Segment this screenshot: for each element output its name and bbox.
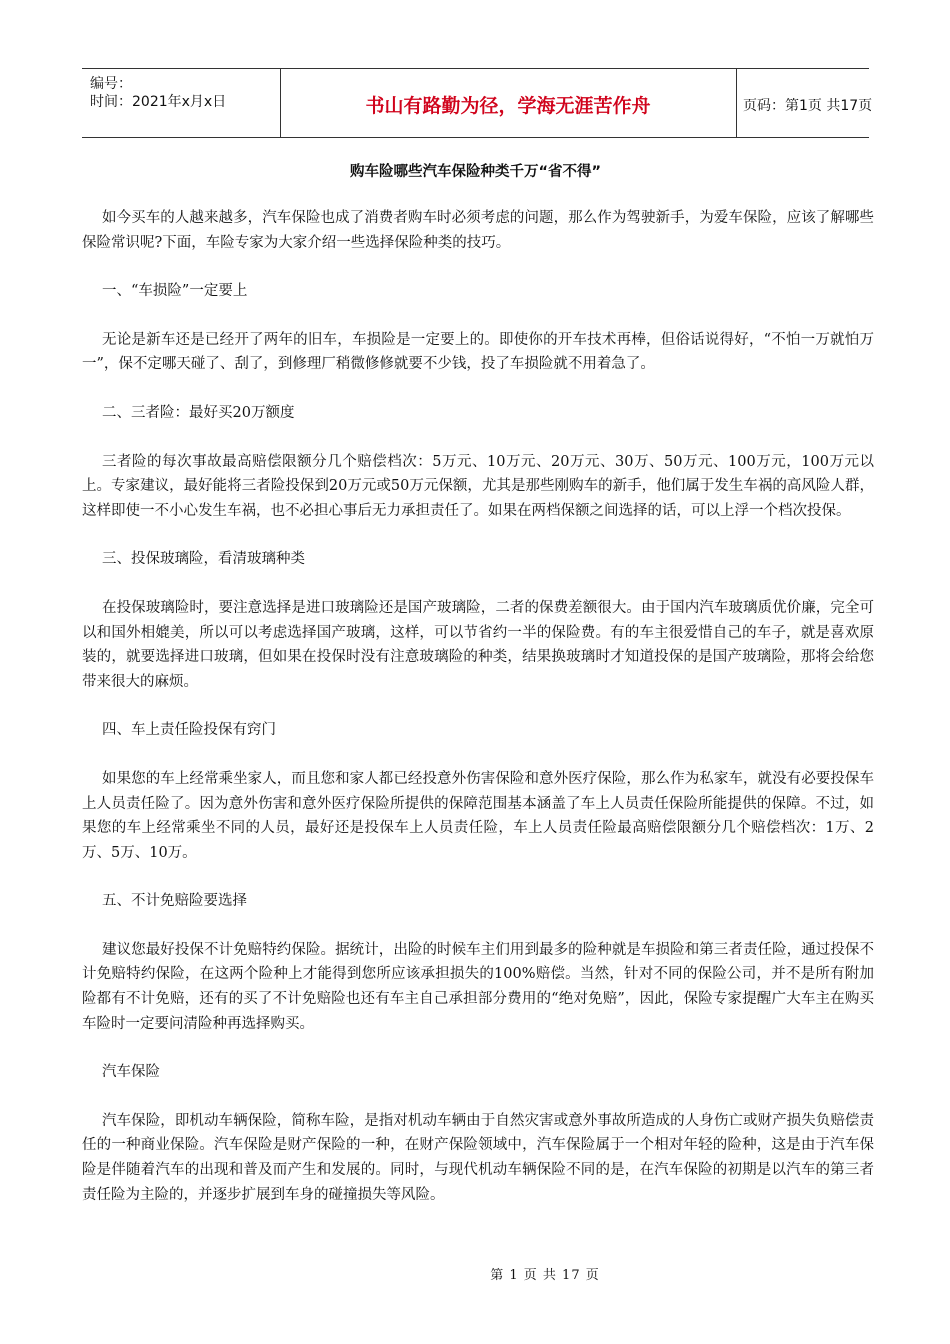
paragraph: 如果您的车上经常乘坐家人，而且您和家人都已经投意外伤害保险和意外医疗保险，那么作为私家车，就没有必要投保车上人员责任险了。因为意外伤害和意外医疗保险所提供的保障范围基本涵盖了车上人员责任保险所能提供的保障。不过，如果您的车上经常乘坐不同的人员，最好还是投保车上人员责任险，车上人员责任险最高赔偿限额分几个赔偿档次：1万、2万、5万、10万。 [82,770,874,861]
header-table [82,68,873,138]
document-title: 购车险哪些汽车保险种类千万“省不得” [349,164,602,180]
header-page-cell [737,69,873,137]
paragraph: 在投保玻璃险时，要注意选择是进口玻璃险还是国产玻璃险，二者的保费差额很大。由于国内汽车玻璃质优价廉，完全可以和国外相媲美，所以可以考虑选择国产玻璃，这样，可以节省约一半的保险费。有的车主很爱惜自己的车子，就是喜欢原装的，就要选择进口玻璃，但如果在投保时没有注意玻璃险的种类，结果换玻璃时才知道投保的是国产玻璃险，那将会给您带来很大的麻烦。 [82,599,874,690]
page-footer: 第 1 页 共 17 页 [490,1268,600,1283]
header-info-cell [82,69,281,137]
page-info: 页码：第1页 共17页 [743,98,873,114]
section-heading: 一、“车损险”一定要上 [102,283,248,300]
document-date: 时间：2021年x月x日 [90,94,227,110]
paragraph: 建议您最好投保不计免赔特约保险。据统计，出险的时候车主们用到最多的险种就是车损险和第三者责任险，通过投保不计免赔特约保险，在这两个险种上才能得到您所应该承担损失的100%赔偿。当然，针对不同的保险公司，并不是所有附加险都有不计免赔，还有的买了不计免赔险也还有车主自己承担部分费用的“绝对免赔”，因此，保险专家提醒广大车主在购买车险时一定要问清险种再选择购买。 [82,941,874,1032]
paragraph: 汽车保险，即机动车辆保险，简称车险，是指对机动车辆由于自然灾害或意外事故所造成的人身伤亡或财产损失负赔偿责任的一种商业保险。汽车保险是财产保险的一种，在财产保险领域中，汽车保险属于一个相对年轻的险种，这是由于汽车保险是伴随着汽车的出现和普及而产生和发展的。同时，与现代机动车辆保险不同的是，在汽车保险的初期是以汽车的第三者责任险为主险的，并逐步扩展到车身的碰撞损失等风险。 [82,1112,874,1203]
section-heading: 三、投保玻璃险，看清玻璃种类 [102,551,305,568]
document-number: 编号： [90,76,132,92]
section-heading: 汽车保险 [102,1064,160,1081]
paragraph-intro: 如今买车的人越来越多，汽车保险也成了消费者购车时必须考虑的问题，那么作为驾驶新手，为爱车保险，应该了解哪些保险常识呢?下面，车险专家为大家介绍一些选择保险种类的技巧。 [82,210,874,251]
header-motto-cell [280,69,737,137]
section-heading: 四、车上责任险投保有窍门 [102,722,276,739]
paragraph: 三者险的每次事故最高赔偿限额分几个赔偿档次：5万元、10万元、20万元、30万、50万元、100万元，100万元以上。专家建议，最好能将三者险投保到20万元或50万元保额，尤其是那些刚购车的新手，他们属于发生车祸的高风险人群，这样即使一不小心发生车祸，也不必担心事后无力承担责任了。如果在两档保额之间选择的话，可以上浮一个档次投保。 [82,453,874,519]
paragraph: 无论是新车还是已经开了两年的旧车，车损险是一定要上的。即使你的开车技术再棒，但俗话说得好，“不怕一万就怕万一”，保不定哪天碰了、刮了，到修理厂稍微修修就要不少钱，投了车损险就不用着急了。 [82,331,874,373]
section-heading: 五、不计免赔险要选择 [102,893,247,910]
section-heading: 二、三者险：最好买20万额度 [102,404,295,421]
document-body [82,206,874,1207]
motto: 书山有路勤为径，学海无涯苦作舟 [365,95,651,117]
